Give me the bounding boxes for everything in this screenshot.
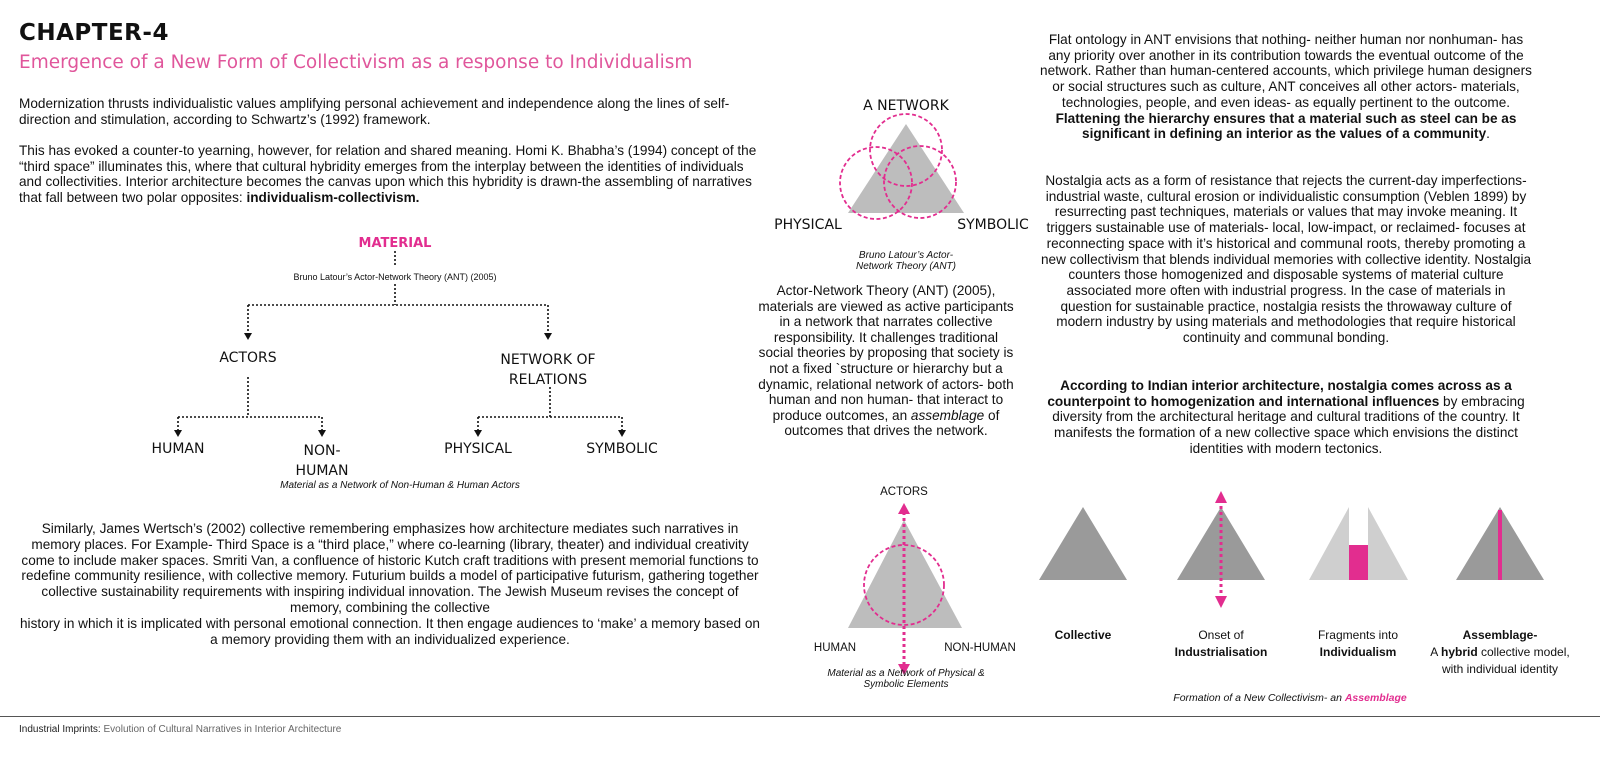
- tree-node-actors: ACTORS: [219, 350, 277, 366]
- stage3-label-line1: Fragments into: [1317, 628, 1399, 642]
- network-label-physical: PHYSICAL: [774, 217, 842, 233]
- stage2-arrow-down: [1215, 596, 1227, 608]
- tree-non-human-line1: NON-: [303, 443, 341, 459]
- tree-leaf-physical: PHYSICAL: [444, 441, 512, 457]
- ant-text-1: Actor-Network Theory (ANT) (2005), materials are viewed as active participants in a network that narrates collective responsibility. It challenges traditional social theories by proposing that society is not a fixed `structure or hierarchy but a dynamic, relational network of actors- both human and non human- that interact to produce outcomes, an: [758, 283, 1014, 423]
- wertsch-text-1: Similarly, James Wertsch’s (2002) collective remembering emphasizes how architecture mediates such narratives in memory places. For Example- Third Space is a “third place,” where co-learning (library, theater) and individual creativity come to include maker spaces. Smriti Van, a confluence of historic Kutch craft traditions with present memorial functions to redefine community resilience, with collective memory. Futurium builds a model of participative futurism, gathering together collective sustainability requirements with inspiring individual innovation. The Jewish Museum revises the concept of memory, combining the collective: [21, 521, 759, 615]
- intro-paragraph-1: Modernization thrusts individualistic values amplifying personal achievement and independence along the lines of self-direction and stimulation, according to Schwartz’s (1992) framework.: [19, 96, 730, 127]
- tree-non-human-line2: HUMAN: [295, 463, 349, 479]
- stage1-triangle: [1039, 507, 1127, 580]
- network-label-symbolic: SYMBOLIC: [957, 217, 1029, 233]
- actors-caption-line2: Symbolic Elements: [863, 679, 949, 690]
- network-label-top: A NETWORK: [863, 98, 949, 114]
- chapter-subtitle: Emergence of a New Form of Collectivism as a response to Individualism: [19, 52, 693, 73]
- right-p1-text: Flat ontology in ANT envisions that nothing- neither human nor nonhuman- has any priority over another in its contribution towards the eventual outcome of the network. Rather than human-centered accounts, which privilege human designers or social structures such as culture, ANT conceives all other actors- materials, technologies, people, and even ideas- as equally pertinent to the outcome.: [1040, 32, 1532, 110]
- chapter-title: CHAPTER-4: [19, 20, 169, 46]
- actors-label-human: HUMAN: [813, 642, 857, 654]
- actors-caption-line1: Material as a Network of Physical &: [827, 668, 985, 679]
- tree-network-line2: RELATIONS: [508, 372, 588, 388]
- stage2-label: [1161, 627, 1281, 661]
- right-p1-end: .: [1486, 126, 1490, 142]
- evolution-caption-highlight: Assemblage: [1344, 692, 1407, 704]
- stage2-label-line1: Onset of: [1198, 628, 1244, 642]
- right-paragraph-2: Nostalgia acts as a form of resistance that rejects the current-day imperfections- industrial waste, cultural erosion or individualistic consumption (Veblen 1899) by resurrecting past techniques, materials or values that may invoke meaning. It triggers sustainable use of materials- local, low-impact, or reclaimed- focuses at reconnecting space with it’s historical and communal roots, thereby promoting a new collectivism that blends individual memories with collective identity. Nostalgia counters those homogenized and disposable systems of material culture associated more often with industrial progress. In the case of materials in question for sustainable practice, nostalgia resists the throwaway culture of modern industry by using materials and methodologies that require historical continuity and communal bonding.: [1040, 173, 1532, 346]
- evolution-caption-prefix: Formation of a New Collectivism- an: [1173, 692, 1345, 704]
- footer: [19, 724, 341, 735]
- stage4-label-line2b: hybrid: [1440, 645, 1478, 659]
- network-caption-line2: Network Theory (ANT): [855, 261, 956, 272]
- intro-p2-bold: individualism-collectivism.: [246, 189, 420, 205]
- tree-leaf-human: HUMAN: [151, 441, 205, 457]
- stage3-center-block: [1349, 545, 1368, 580]
- stage4-label-line3: with individual identity: [1441, 662, 1559, 676]
- stage1-label: [1031, 627, 1135, 644]
- tree-leaf-symbolic: SYMBOLIC: [586, 441, 658, 457]
- tree-caption: Material as a Network of Non-Human & Human Actors: [280, 480, 520, 491]
- ant-text-italic: assemblage: [910, 407, 985, 423]
- tree-root-material: MATERIAL: [358, 236, 432, 251]
- ant-text-2: of outcomes that drives the network.: [784, 407, 1000, 439]
- stage3-right-half: [1368, 507, 1408, 580]
- actors-label-non-human: NON-HUMAN: [944, 642, 1016, 654]
- stage3-left-half: [1309, 507, 1349, 580]
- right-p3-text: by embracing diversity from the architectural heritage and cultural traditions of the country. It manifests the formation of a new collective space which envisions the distinct identities with modern tectonics.: [1052, 393, 1525, 456]
- stage4-label-line2a: A: [1430, 645, 1441, 659]
- stage4-label-line1: Assemblage-: [1462, 628, 1538, 642]
- stage2-arrow-up: [1215, 491, 1227, 503]
- intro-p2-text: This has evoked a counter-to yearning, however, for relation and shared meaning. Homi K. Bhabha’s (1994) concept of the “third space” illuminates this, where that cultural hybridity emerges from the interplay between the identities of individuals and collectivities. Interior architecture becomes the canvas upon which this hybridity is drawn-the assembling of narratives that fall between two polar opposites:: [19, 143, 757, 205]
- stage4-center-line: [1498, 510, 1502, 580]
- evolution-caption: [1130, 692, 1450, 704]
- actors-label-top: ACTORS: [880, 486, 928, 498]
- stage4-label: [1420, 627, 1580, 678]
- wertsch-text-2: history in which it is implicated with personal emotional connection. It then engage audiences to ‘make’ a memory based on a memory providing them with an individualized experience.: [19, 615, 760, 647]
- stage4-label-line2c: collective model,: [1477, 645, 1570, 659]
- stage3-label: [1298, 627, 1418, 661]
- right-p3-bold: According to Indian interior architecture, nostalgia comes across as a counterpoint to homogenization and international influences: [1047, 378, 1512, 409]
- stage1-label-text: Collective: [1054, 628, 1112, 642]
- network-caption-line1: Bruno Latour’s Actor-: [858, 250, 954, 261]
- stage3-label-line2: Individualism: [1319, 645, 1397, 659]
- stage2-label-line2: Industrialisation: [1174, 645, 1268, 659]
- footer-title: Industrial Imprints:: [19, 724, 104, 735]
- footer-divider: [0, 716, 1600, 717]
- tree-network-line1: NETWORK OF: [500, 352, 596, 368]
- footer-subtitle: Evolution of Cultural Narratives in Interior Architecture: [103, 724, 342, 735]
- right-p1-bold: Flattening the hierarchy ensures that a material such as steel can be as significant in defining an interior as the values of a community: [1055, 110, 1517, 142]
- tree-source: Bruno Latour’s Actor-Network Theory (ANT) (2005): [293, 272, 497, 282]
